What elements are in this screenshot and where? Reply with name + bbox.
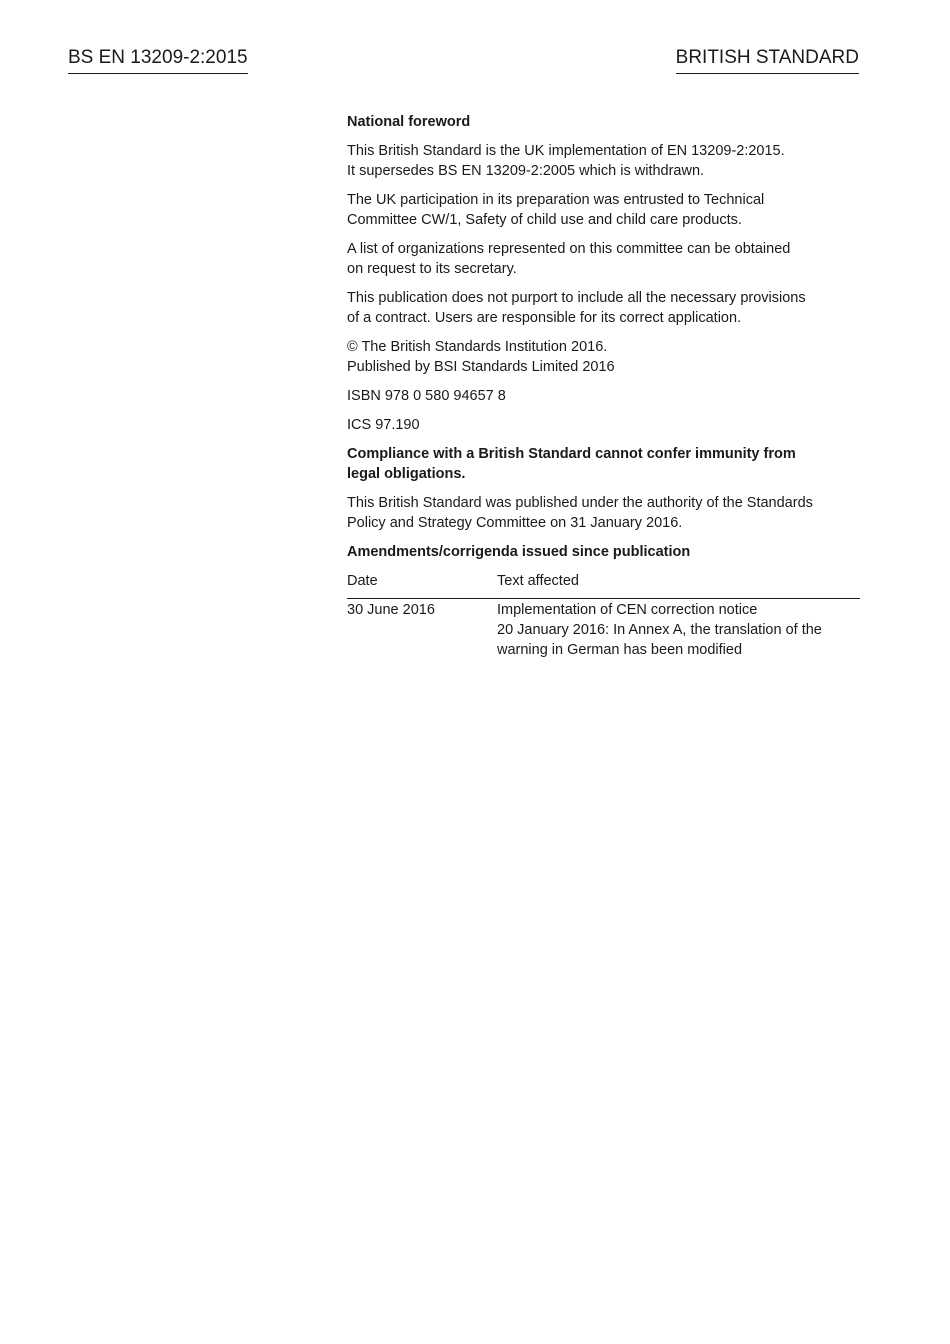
provisions-line-2: of a contract. Users are responsible for its correct application. xyxy=(347,310,742,326)
authority-paragraph xyxy=(347,493,860,533)
column-header-date: Date xyxy=(347,571,497,599)
table-row xyxy=(347,599,860,661)
supersedes-line: It supersedes BS EN 13209-2:2005 which is withdrawn. xyxy=(347,163,705,179)
organizations-line-2: on request to its secretary. xyxy=(347,261,517,277)
foreword-heading: National foreword xyxy=(347,114,471,130)
standard-type: BRITISH STANDARD xyxy=(676,46,859,74)
provisions-line-1: This publication does not purport to include all the necessary provisions xyxy=(347,290,806,306)
committee-paragraph xyxy=(347,190,860,230)
authority-line-1: This British Standard was published under the authority of the Standards xyxy=(347,495,813,511)
compliance-notice xyxy=(347,444,860,484)
copyright-paragraph xyxy=(347,337,860,377)
implementation-paragraph xyxy=(347,141,860,181)
committee-line-1: The UK participation in its preparation was entrusted to Technical xyxy=(347,192,765,208)
amendments-heading: Amendments/corrigenda issued since publication xyxy=(347,544,691,560)
amendment-text-line-3: warning in German has been modified xyxy=(497,642,743,658)
amendments-table xyxy=(347,571,860,660)
implementation-line: This British Standard is the UK implementation of EN 13209-2:2015. xyxy=(347,143,785,159)
provisions-paragraph xyxy=(347,288,860,328)
amendment-date: 30 June 2016 xyxy=(347,602,435,618)
amendment-text-line-1: Implementation of CEN correction notice xyxy=(497,602,758,618)
compliance-line-2: legal obligations. xyxy=(347,466,466,482)
copyright-line: © The British Standards Institution 2016. xyxy=(347,339,608,355)
table-header-row xyxy=(347,571,860,599)
standard-number: BS EN 13209-2:2015 xyxy=(68,46,248,74)
authority-line-2: Policy and Strategy Committee on 31 January 2016. xyxy=(347,515,683,531)
amendment-text-line-2: 20 January 2016: In Annex A, the translation of the xyxy=(497,622,822,638)
amendment-text xyxy=(497,599,860,661)
isbn: ISBN 978 0 580 94657 8 xyxy=(347,388,506,404)
compliance-line-1: Compliance with a British Standard cannot confer immunity from xyxy=(347,446,796,462)
committee-line-2: Committee CW/1, Safety of child use and child care products. xyxy=(347,212,742,228)
organizations-paragraph xyxy=(347,239,860,279)
organizations-line-1: A list of organizations represented on this committee can be obtained xyxy=(347,241,791,257)
column-header-text-affected: Text affected xyxy=(497,571,860,599)
publisher-line: Published by BSI Standards Limited 2016 xyxy=(347,359,615,375)
national-foreword xyxy=(347,112,860,660)
ics: ICS 97.190 xyxy=(347,417,420,433)
